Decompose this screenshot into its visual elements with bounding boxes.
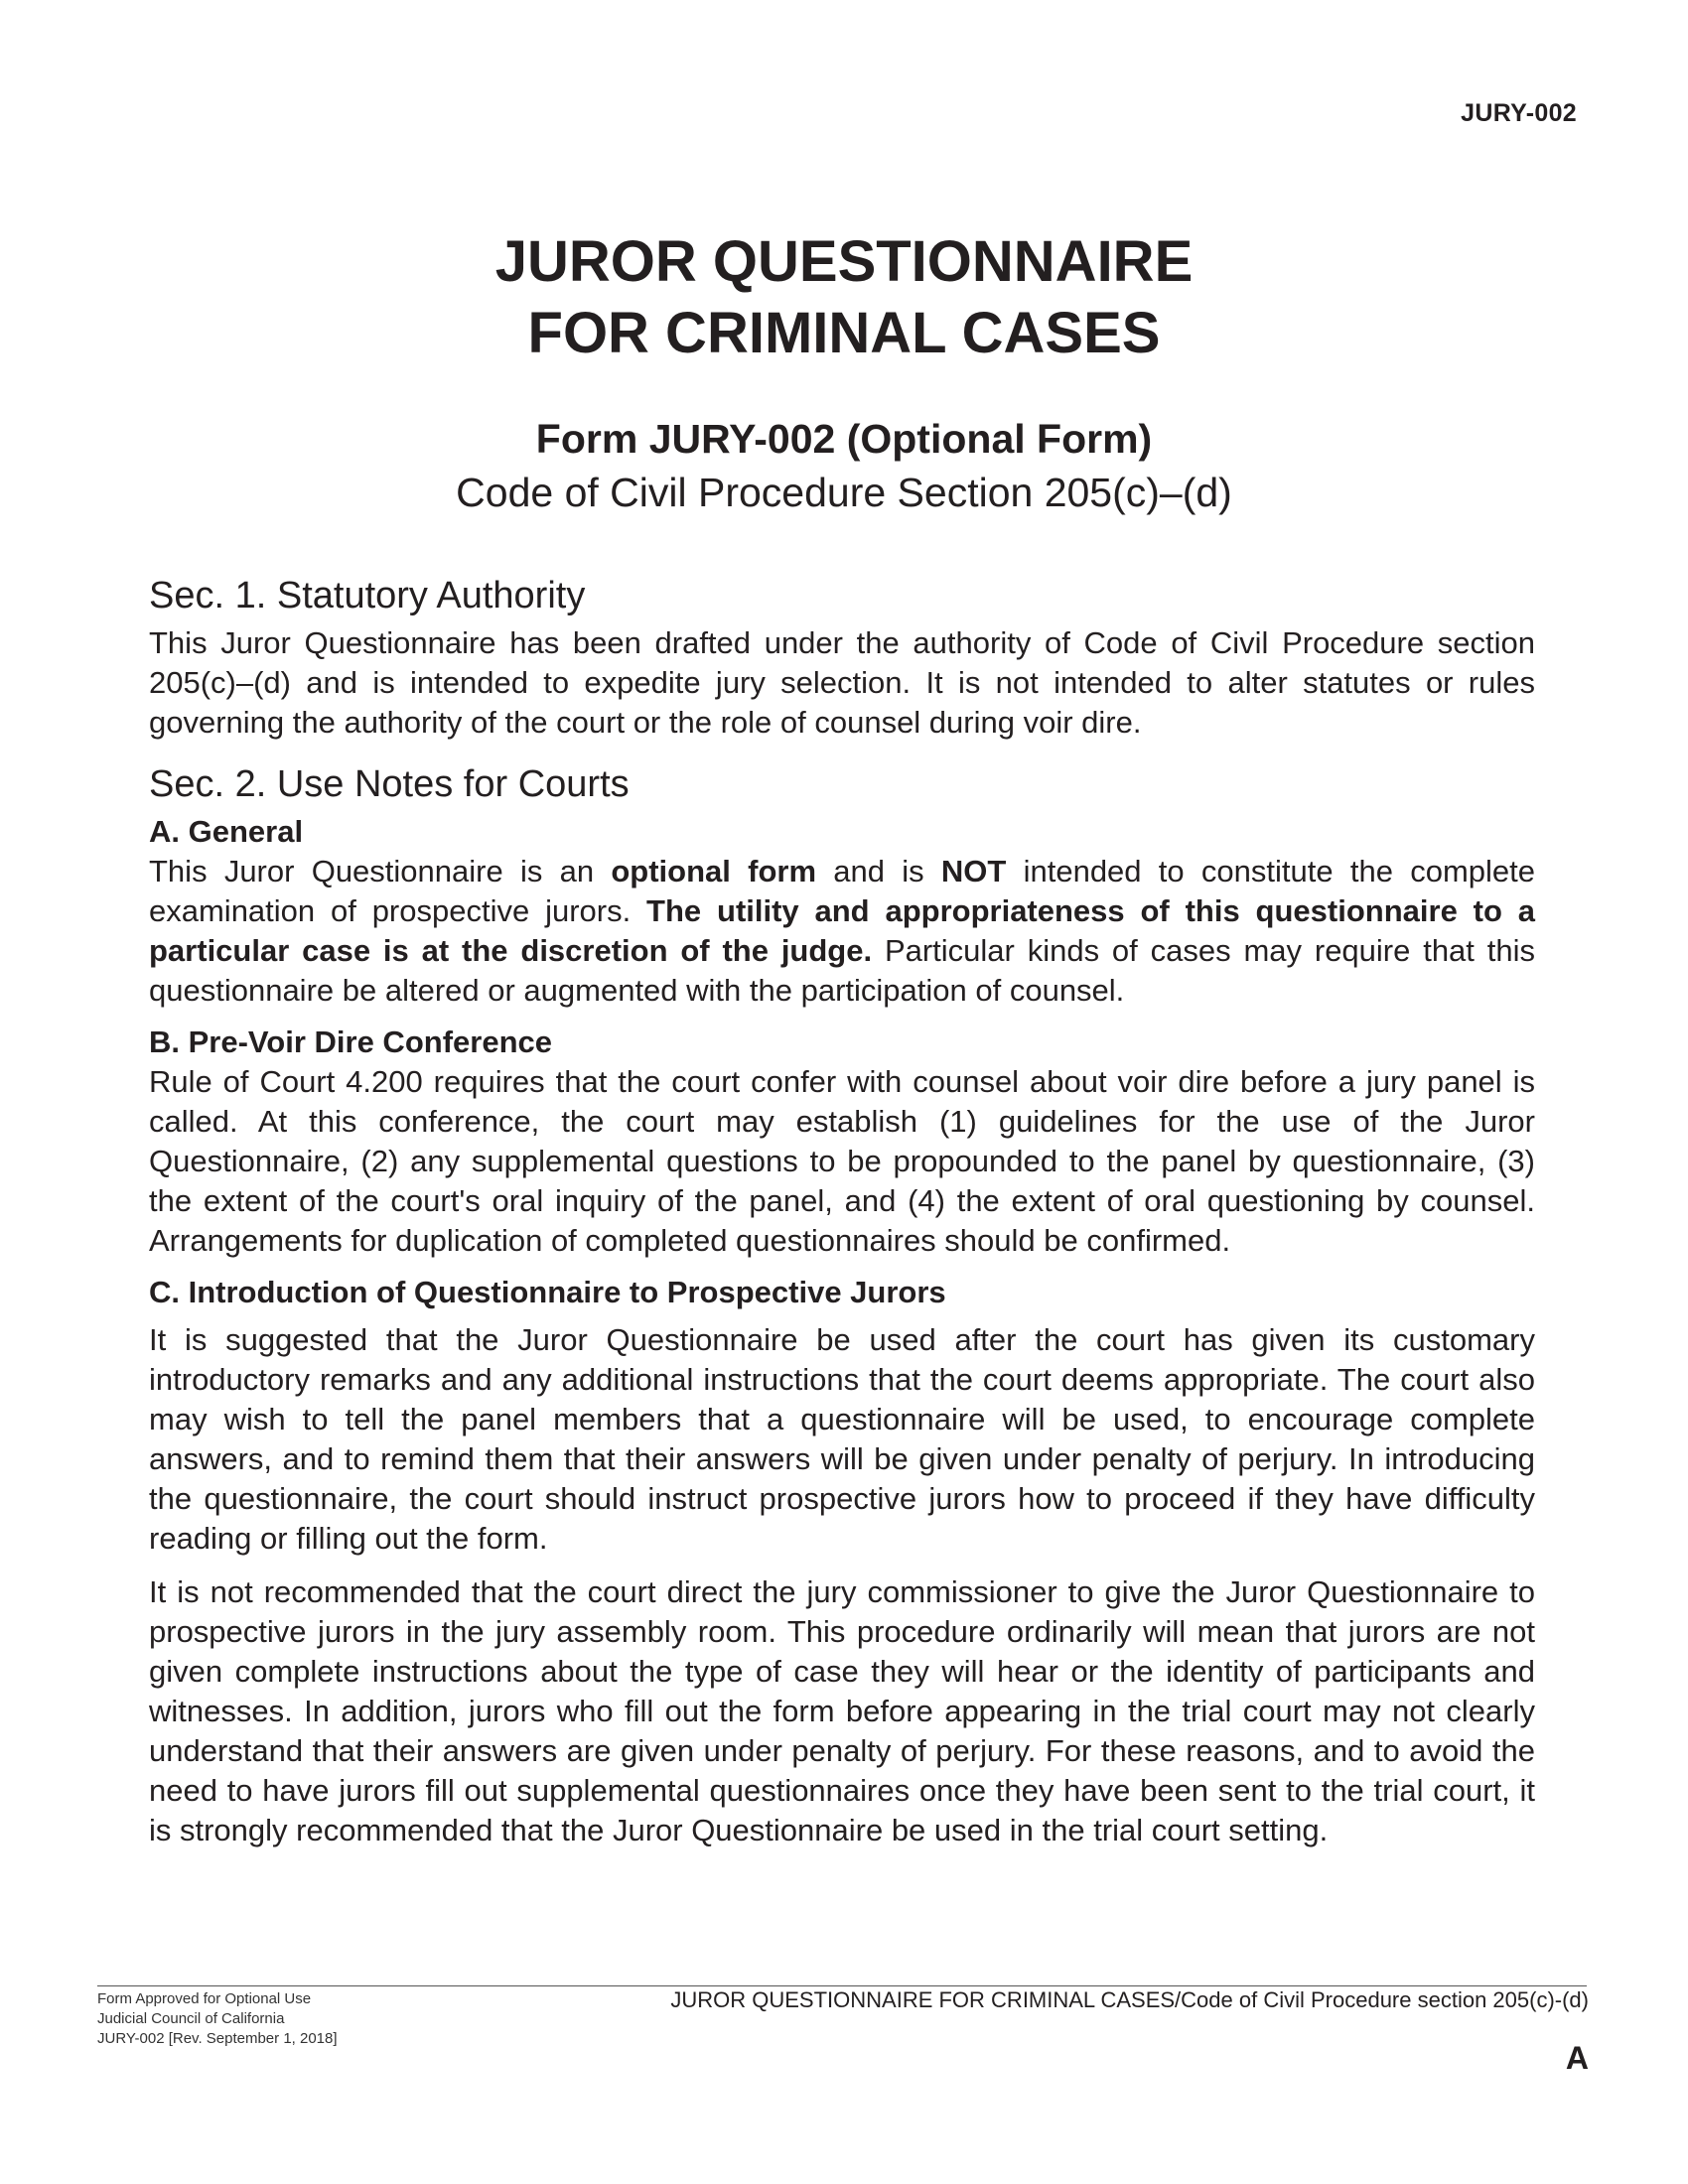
subsection-b-body: Rule of Court 4.200 requires that the court confer with counsel about voir dire before a jury panel is called. At this conference, the court may establish (1) guidelines for the use of the Juror Questionnaire, (2) any supplemental questions to be propounded to the panel by questionnaire, (3) the extent of the court's oral inquiry of the panel, and (4) the extent of oral questioning by counsel. Arrangements for duplication of completed questionnaires should be confirmed. (149, 1064, 1535, 1258)
subsection-c-paragraph-2: It is not recommended that the court direct the jury commissioner to give the Juror Questionnaire to prospective jurors in the jury assembly room. This procedure ordinarily will mean that jurors are not given complete instructions about the type of case they will hear or the identity of participants and witnesses. In addition, jurors who fill out the form before appearing in the trial court may not clearly understand that their answers are given under penalty of perjury. For these reasons, and to avoid the need to have jurors fill out supplemental questionnaires once they have been sent to the trial court, it is strongly recommended that the Juror Questionnaire be used in the trial court setting. (149, 1574, 1535, 1847)
bold-optional-form: optional form (611, 854, 817, 888)
subsection-c-paragraph-1: It is suggested that the Juror Questionnaire be used after the court has given its customary introductory remarks and any additional instructions that the court deems appropriate. The court also may wish to tell the panel members that a questionnaire will be used, to encourage complete answers, and to remind them that their answers will be given under penalty of perjury. In introducing the questionnaire, the court should instruct prospective jurors how to proceed if they have difficulty reading or filling out the form. (149, 1322, 1535, 1556)
subsection-b-heading: B. Pre-Voir Dire Conference (149, 1024, 552, 1059)
page-letter: A (1565, 2040, 1589, 2076)
subsection-c-heading: C. Introduction of Questionnaire to Prospective Jurors (149, 1275, 946, 1309)
code-subtitle: Code of Civil Procedure Section 205(c)–(d) (456, 470, 1232, 515)
section-1-body: This Juror Questionnaire has been drafted under the authority of Code of Civil Procedure section 205(c)–(d) and is intended to expedite jury selection. It is not intended to alter statutes or rules governing the authority of the court or the role of counsel during voir dire. (149, 625, 1535, 740)
text-run: Particular kinds of cases may require that this questionnaire be altered or augmented with the participation of counsel. (149, 933, 1535, 1008)
subsection-a-body (149, 852, 1535, 1011)
section-1-heading: Sec. 1. Statutory Authority (149, 575, 586, 616)
text-run: intended to constitute the complete examination of prospective jurors. (149, 854, 1535, 928)
text-run: and is (816, 854, 941, 888)
title-line-2: FOR CRIMINAL CASES (527, 301, 1161, 365)
section-2-heading: Sec. 2. Use Notes for Courts (149, 763, 630, 805)
form-subtitle: Form JURY-002 (Optional Form) (535, 416, 1153, 462)
text-run: This Juror Questionnaire is an (149, 854, 612, 888)
page-title (0, 226, 1688, 369)
footer-approval-line-2: Judicial Council of California (97, 2010, 285, 2027)
bold-discretion-statement: The utility and appropriateness of this questionnaire to a particular case is at the discretion of the judge. (149, 893, 1535, 968)
footer-approval-line-3: JURY-002 [Rev. September 1, 2018] (97, 2030, 338, 2047)
title-line-1: JUROR QUESTIONNAIRE (494, 229, 1194, 294)
document-body (149, 574, 1535, 1850)
form-number: JURY-002 (1461, 99, 1577, 127)
footer-approval (97, 1989, 338, 2049)
subsection-a-heading: A. General (149, 814, 304, 849)
footer-approval-line-1: Form Approved for Optional Use (97, 1990, 312, 2007)
bold-not: NOT (940, 854, 1007, 888)
footer-title: JUROR QUESTIONNAIRE FOR CRIMINAL CASES/Code of Civil Procedure section 205(c)-(d) (670, 1987, 1589, 2012)
